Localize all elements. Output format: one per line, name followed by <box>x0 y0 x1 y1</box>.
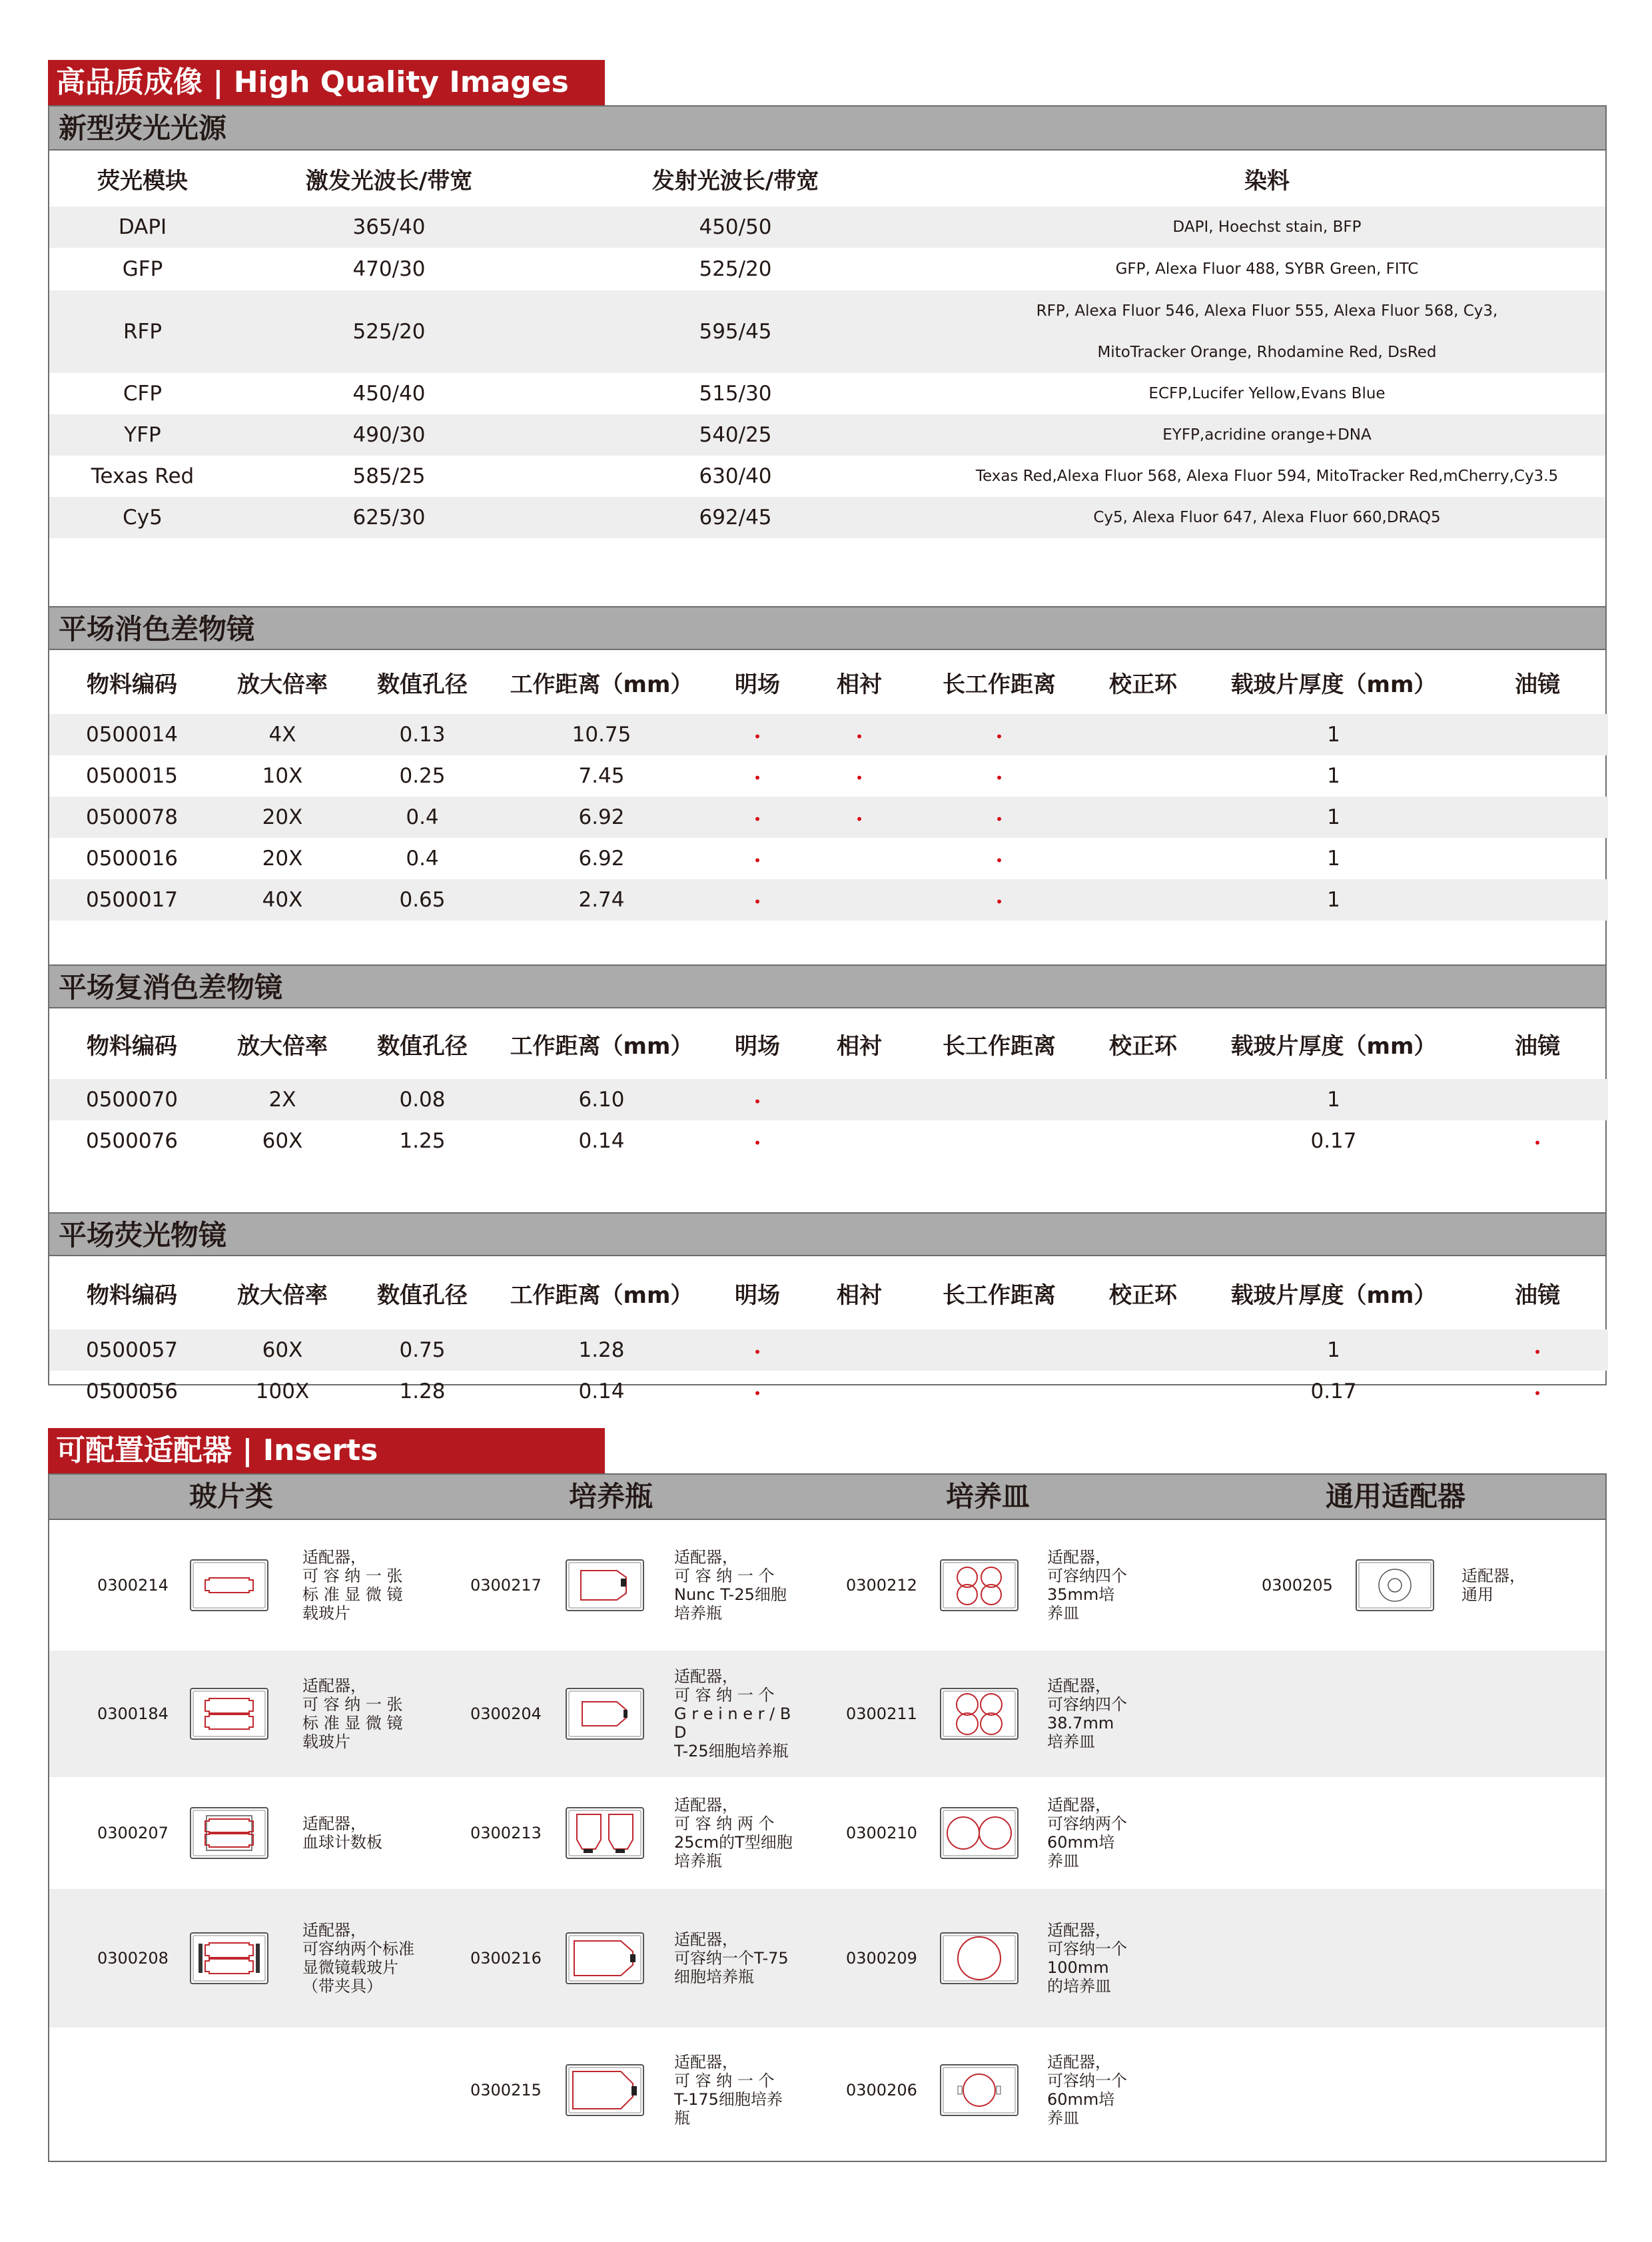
obj-working-distance-cell: 0.14 <box>578 1129 625 1153</box>
obj-working-distance-cell: 6.92 <box>578 847 625 871</box>
obj-working-distance-cell: 2.74 <box>494 879 709 921</box>
obj-na-cell: 0.08 <box>350 1079 494 1120</box>
insert-description: 适配器， 可容纳两个标准 显微镜载玻片 （带夹具） <box>302 1921 414 1996</box>
fluor-header-module: 荧光模块 <box>97 167 188 194</box>
obj-brightfield-cell <box>709 1329 806 1371</box>
insert-item <box>805 1651 1178 1777</box>
objective-row <box>49 755 1608 797</box>
flask-2x25-icon <box>565 1806 645 1860</box>
fluor-excitation-cell: 450/40 <box>352 382 426 406</box>
obj-phase-cell <box>806 1371 913 1412</box>
obj-magnification-cell: 10X <box>262 764 303 788</box>
obj-header-brightfield: 明场 <box>735 1032 780 1060</box>
fluor-excitation-cell: 365/40 <box>236 206 542 248</box>
plan-fluor-section-title: 平场荧光物镜 <box>49 1212 1605 1256</box>
obj-magnification-cell: 40X <box>214 879 350 921</box>
insert-row <box>49 2028 1605 2153</box>
obj-header-long-wd: 长工作距离 <box>943 1282 1056 1309</box>
obj-magnification-cell: 100X <box>255 1379 310 1403</box>
obj-code-cell: 0500056 <box>85 1379 179 1403</box>
obj-oil-cell <box>1467 714 1608 755</box>
obj-correction-collar-cell <box>1086 1079 1200 1120</box>
fluor-dye-line: RFP, Alexa Fluor 546, Alexa Fluor 555, Alexa Fluor 568, Cy3, <box>1036 302 1498 320</box>
fluor-header-excitation: 激发光波长/带宽 <box>305 167 473 194</box>
check-dot-icon: • <box>753 770 761 786</box>
obj-brightfield-cell <box>709 714 806 755</box>
obj-na-cell: 1.28 <box>399 1379 446 1403</box>
obj-header-magnification: 放大倍率 <box>237 1282 328 1309</box>
obj-magnification-cell: 20X <box>262 847 303 871</box>
obj-header-magnification: 放大倍率 <box>237 671 328 698</box>
obj-slide-thickness-cell: 0.17 <box>1310 1129 1357 1153</box>
obj-working-distance-cell: 6.10 <box>494 1079 709 1120</box>
fluor-row <box>49 414 1605 456</box>
dish-60-icon <box>939 2063 1019 2117</box>
fluor-excitation-cell: 585/25 <box>352 464 426 488</box>
insert-code: 0300214 <box>97 1576 169 1595</box>
obj-working-distance-cell: 6.92 <box>494 797 709 838</box>
insert-code: 0300208 <box>97 1949 169 1968</box>
check-dot-icon: • <box>995 729 1003 745</box>
obj-slide-thickness-cell: 1 <box>1327 847 1340 871</box>
category-universal: 通用适配器 <box>1326 1480 1466 1513</box>
fluor-emission-cell: 450/50 <box>542 206 929 248</box>
fluor-dye-cell: Cy5, Alexa Fluor 647, Alexa Fluor 660,DRAQ5 <box>929 497 1605 538</box>
obj-oil-cell <box>1467 1079 1608 1120</box>
obj-long-wd-cell <box>913 1120 1086 1162</box>
obj-na-cell: 1.25 <box>399 1129 446 1153</box>
fluor-emission-cell: 630/40 <box>699 464 772 488</box>
obj-header-brightfield: 明场 <box>735 671 780 698</box>
obj-code-cell: 0500017 <box>49 879 214 921</box>
check-dot-icon: • <box>753 1344 761 1360</box>
obj-brightfield-cell <box>709 1120 806 1162</box>
obj-slide-thickness-cell: 1 <box>1200 1329 1467 1371</box>
insert-description: 适配器， 可 容 纳 一 个 G r e i n e r / B D T-25细胞培养瓶 <box>674 1667 791 1760</box>
objective-row <box>49 879 1608 921</box>
universal-icon <box>1355 1559 1435 1612</box>
obj-na-cell: 0.25 <box>399 764 446 788</box>
check-dot-icon: • <box>753 1135 761 1151</box>
obj-magnification-cell: 60X <box>262 1129 303 1153</box>
fluor-excitation-cell: 470/30 <box>352 257 426 281</box>
obj-oil-cell <box>1467 1120 1608 1162</box>
obj-phase-cell <box>806 797 913 838</box>
obj-header-long-wd: 长工作距离 <box>943 1032 1056 1060</box>
obj-working-distance-cell: 0.14 <box>578 1379 625 1403</box>
fluor-emission-cell: 515/30 <box>699 382 772 406</box>
check-dot-icon: • <box>855 729 863 745</box>
fluor-emission-cell: 525/20 <box>699 257 772 281</box>
insert-description: 适配器， 可容纳一个100mm 的培养皿 <box>1047 1921 1127 1996</box>
obj-header-phase: 相衬 <box>837 1032 882 1060</box>
insert-code: 0300205 <box>1262 1576 1333 1595</box>
obj-header-na: 数值孔径 <box>377 671 468 698</box>
obj-long-wd-cell <box>913 797 1086 838</box>
obj-header-oil: 油镜 <box>1515 1032 1560 1060</box>
flask-t75-icon <box>565 1932 645 1985</box>
fluor-dye-cell: EYFP,acridine orange+DNA <box>929 414 1605 456</box>
check-dot-icon: • <box>753 1094 761 1110</box>
category-dishes: 培养皿 <box>946 1480 1031 1513</box>
section-title-high-quality-images: 高品质成像 | High Quality Images <box>48 60 605 105</box>
obj-correction-collar-cell <box>1086 838 1200 879</box>
obj-na-cell: 0.75 <box>350 1329 494 1371</box>
insert-code: 0300211 <box>846 1704 917 1723</box>
obj-header-phase: 相衬 <box>837 671 882 698</box>
fluor-dye-cell: Texas Red,Alexa Fluor 568, Alexa Fluor 594, MitoTracker Red,mCherry,Cy3.5 <box>975 468 1559 485</box>
category-slides: 玻片类 <box>189 1480 274 1513</box>
check-dot-icon: • <box>1533 1385 1541 1401</box>
check-dot-icon: • <box>995 894 1003 910</box>
objectives-box <box>48 105 1607 1403</box>
insert-item <box>428 1777 801 1889</box>
insert-item <box>428 2028 801 2153</box>
obj-phase-cell <box>806 755 913 797</box>
obj-code-cell: 0500015 <box>85 764 179 788</box>
obj-header-na: 数值孔径 <box>377 1282 468 1309</box>
fluor-module-cell: CFP <box>123 382 163 406</box>
slide-2-icon <box>189 1687 269 1740</box>
obj-magnification-cell: 4X <box>214 714 350 755</box>
plan-achro-section-title: 平场消色差物镜 <box>49 606 1605 650</box>
obj-long-wd-cell <box>913 1329 1086 1371</box>
insert-code: 0300209 <box>846 1949 917 1968</box>
fluor-row <box>49 206 1605 248</box>
insert-item <box>805 1520 1178 1651</box>
obj-long-wd-cell <box>913 755 1086 797</box>
insert-row <box>49 1889 1605 2028</box>
insert-code: 0300216 <box>470 1949 542 1968</box>
obj-slide-thickness-cell: 1 <box>1200 714 1467 755</box>
obj-header-code: 物料编码 <box>87 1282 177 1309</box>
obj-oil-cell <box>1467 1371 1608 1412</box>
obj-code-cell: 0500070 <box>49 1079 214 1120</box>
obj-brightfield-cell <box>709 797 806 838</box>
obj-header-correction-collar: 校正环 <box>1109 1282 1177 1309</box>
fluor-emission-cell: 595/45 <box>542 290 929 373</box>
objective-row <box>49 1329 1608 1371</box>
obj-long-wd-cell <box>913 1371 1086 1412</box>
fluor-dye-cell: DAPI, Hoechst stain, BFP <box>929 206 1605 248</box>
check-dot-icon: • <box>995 853 1003 869</box>
fluor-module-cell: RFP <box>49 290 236 373</box>
check-dot-icon: • <box>1533 1344 1541 1360</box>
check-dot-icon: • <box>753 853 761 869</box>
fluor-table <box>49 151 1605 570</box>
obj-correction-collar-cell <box>1086 1329 1200 1371</box>
obj-oil-cell <box>1467 1329 1608 1371</box>
obj-header-magnification: 放大倍率 <box>237 1032 328 1060</box>
insert-code: 0300207 <box>97 1824 169 1842</box>
insert-item <box>1222 1520 1595 1651</box>
obj-phase-cell <box>806 714 913 755</box>
obj-slide-thickness-cell: 1 <box>1200 1079 1467 1120</box>
objective-row <box>49 1371 1608 1412</box>
obj-header-correction-collar: 校正环 <box>1109 1032 1177 1060</box>
obj-phase-cell <box>806 1079 913 1120</box>
obj-brightfield-cell <box>709 1371 806 1412</box>
insert-item <box>805 1777 1178 1889</box>
flask-nunc-icon <box>565 1559 645 1612</box>
obj-correction-collar-cell <box>1086 755 1200 797</box>
hemocytometer-icon <box>189 1806 269 1860</box>
obj-working-distance-cell: 7.45 <box>578 764 625 788</box>
fluor-excitation-cell: 525/20 <box>236 290 542 373</box>
fluor-module-cell: Cy5 <box>49 497 236 538</box>
fluor-header-emission: 发射光波长/带宽 <box>651 167 819 194</box>
plan-apo-table <box>49 1008 1608 1212</box>
fluor-excitation-cell: 625/30 <box>236 497 542 538</box>
obj-working-distance-cell: 1.28 <box>494 1329 709 1371</box>
obj-correction-collar-cell <box>1086 714 1200 755</box>
insert-description: 适配器， 可容纳一个T-75 细胞培养瓶 <box>674 1930 789 1986</box>
fluor-row <box>49 373 1605 414</box>
obj-header-slide-thickness: 载玻片厚度（mm） <box>1230 671 1437 698</box>
obj-code-cell: 0500016 <box>85 847 179 871</box>
fluor-row <box>49 456 1605 497</box>
insert-code: 0300215 <box>470 2081 542 2099</box>
plan-apo-section-title: 平场复消色差物镜 <box>49 964 1605 1008</box>
obj-header-code: 物料编码 <box>87 671 177 698</box>
fluor-module-cell: Texas Red <box>91 464 195 488</box>
obj-long-wd-cell <box>913 1079 1086 1120</box>
obj-magnification-cell: 60X <box>214 1329 350 1371</box>
insert-code: 0300206 <box>846 2081 917 2099</box>
fluor-excitation-cell: 490/30 <box>236 414 542 456</box>
obj-oil-cell <box>1467 797 1608 838</box>
objective-row <box>49 797 1608 838</box>
insert-item <box>805 1889 1178 2028</box>
obj-oil-cell <box>1467 755 1608 797</box>
obj-working-distance-cell: 10.75 <box>494 714 709 755</box>
obj-header-slide-thickness: 载玻片厚度（mm） <box>1230 1282 1437 1309</box>
insert-row <box>49 1777 1605 1889</box>
insert-item <box>428 1889 801 2028</box>
insert-description: 适配器， 可 容 纳 两 个 25cm的T型细胞 培养瓶 <box>674 1796 793 1870</box>
obj-slide-thickness-cell: 1 <box>1200 797 1467 838</box>
obj-magnification-cell: 2X <box>214 1079 350 1120</box>
check-dot-icon: • <box>995 770 1003 786</box>
obj-header-na: 数值孔径 <box>377 1032 468 1060</box>
check-dot-icon: • <box>1533 1135 1541 1151</box>
check-dot-icon: • <box>753 1385 761 1401</box>
obj-slide-thickness-cell: 0.17 <box>1310 1379 1357 1403</box>
fluor-module-cell: DAPI <box>49 206 236 248</box>
insert-code: 0300213 <box>470 1824 542 1842</box>
insert-code: 0300210 <box>846 1824 917 1842</box>
fluor-dye-line: MitoTracker Orange, Rhodamine Red, DsRed <box>1097 344 1437 361</box>
fluor-emission-cell: 540/25 <box>542 414 929 456</box>
obj-header-long-wd: 长工作距离 <box>943 671 1056 698</box>
obj-header-phase: 相衬 <box>837 1282 882 1309</box>
insert-code: 0300204 <box>470 1704 542 1723</box>
insert-description: 适配器， 通用 <box>1461 1567 1525 1604</box>
obj-na-cell: 0.4 <box>406 847 439 871</box>
fluor-emission-cell: 692/45 <box>542 497 929 538</box>
insert-item <box>428 1651 801 1777</box>
fluor-row <box>49 290 1605 373</box>
insert-description: 适配器， 可 容 纳 一 张 标 准 显 微 镜 载玻片 <box>302 1548 403 1623</box>
insert-item <box>428 1520 801 1651</box>
insert-description: 适配器， 血球计数板 <box>302 1814 382 1852</box>
fluor-dye-cell: GFP, Alexa Fluor 488, SYBR Green, FITC <box>1115 260 1419 278</box>
obj-phase-cell <box>806 879 913 921</box>
insert-description: 适配器， 可容纳两个60mm培 养皿 <box>1047 1796 1127 1870</box>
check-dot-icon: • <box>855 811 863 827</box>
obj-oil-cell <box>1467 838 1608 879</box>
insert-code: 0300217 <box>470 1576 542 1595</box>
obj-code-cell: 0500076 <box>85 1129 179 1153</box>
insert-code: 0300212 <box>846 1576 917 1595</box>
obj-code-cell: 0500078 <box>49 797 214 838</box>
obj-correction-collar-cell <box>1086 1120 1200 1162</box>
obj-brightfield-cell <box>709 1079 806 1120</box>
objective-row <box>49 1120 1608 1162</box>
dish-2x60-icon <box>939 1806 1019 1860</box>
slide-2-clip-icon <box>189 1932 269 1985</box>
category-flasks: 培养瓶 <box>569 1480 653 1513</box>
section-title-inserts: 可配置适配器 | Inserts <box>48 1428 605 1473</box>
obj-na-cell: 0.4 <box>350 797 494 838</box>
obj-header-correction-collar: 校正环 <box>1109 671 1177 698</box>
obj-correction-collar-cell <box>1086 1371 1200 1412</box>
obj-long-wd-cell <box>913 714 1086 755</box>
check-dot-icon: • <box>753 729 761 745</box>
inserts-box <box>48 1473 1607 2162</box>
obj-slide-thickness-cell: 1 <box>1200 879 1467 921</box>
obj-long-wd-cell <box>913 838 1086 879</box>
obj-phase-cell <box>806 1120 913 1162</box>
obj-header-working-distance: 工作距离（mm） <box>510 1282 693 1309</box>
objective-row <box>49 1079 1608 1120</box>
insert-row <box>49 1651 1605 1777</box>
flask-greiner-icon <box>565 1687 645 1740</box>
objective-row <box>49 838 1608 879</box>
fluor-module-cell: YFP <box>49 414 236 456</box>
obj-header-oil: 油镜 <box>1515 1282 1560 1309</box>
obj-slide-thickness-cell: 1 <box>1327 764 1340 788</box>
check-dot-icon: • <box>753 894 761 910</box>
dish-4x35-icon <box>939 1559 1019 1612</box>
objective-row <box>49 714 1608 755</box>
obj-header-working-distance: 工作距离（mm） <box>510 1032 693 1060</box>
insert-row <box>49 1520 1605 1651</box>
obj-na-cell: 0.65 <box>350 879 494 921</box>
insert-item <box>49 1777 422 1889</box>
plan-achro-table <box>49 650 1608 964</box>
insert-description: 适配器， 可容纳四个35mm培 养皿 <box>1047 1548 1127 1623</box>
dish-100-icon <box>939 1932 1019 1985</box>
obj-correction-collar-cell <box>1086 879 1200 921</box>
fluor-module-cell: GFP <box>122 257 163 281</box>
flask-t175-icon <box>565 2063 645 2117</box>
obj-long-wd-cell <box>913 879 1086 921</box>
obj-phase-cell <box>806 1329 913 1371</box>
obj-brightfield-cell <box>709 755 806 797</box>
check-dot-icon: • <box>753 811 761 827</box>
obj-code-cell: 0500057 <box>49 1329 214 1371</box>
obj-header-brightfield: 明场 <box>735 1282 780 1309</box>
fluor-dye-cell <box>929 290 1605 373</box>
check-dot-icon: • <box>855 770 863 786</box>
obj-brightfield-cell <box>709 879 806 921</box>
insert-description: 适配器， 可 容 纳 一 个 Nunc T-25细胞 培养瓶 <box>674 1548 787 1623</box>
inserts-header <box>49 1475 1605 1520</box>
fluor-row <box>49 248 1605 290</box>
insert-item <box>49 1651 422 1777</box>
insert-description: 适配器， 可容纳四个38.7mm 培养皿 <box>1047 1677 1127 1751</box>
insert-code: 0300184 <box>97 1704 169 1723</box>
obj-correction-collar-cell <box>1086 797 1200 838</box>
insert-item <box>805 2028 1178 2153</box>
fluor-dye-cell: ECFP,Lucifer Yellow,Evans Blue <box>1148 385 1386 402</box>
obj-code-cell: 0500014 <box>49 714 214 755</box>
obj-header-code: 物料编码 <box>87 1032 177 1060</box>
insert-description: 适配器， 可容纳一个60mm培 养皿 <box>1047 2053 1127 2127</box>
fluor-section-title: 新型荧光光源 <box>49 107 1605 151</box>
fluor-row <box>49 497 1605 538</box>
slide-1-icon <box>189 1559 269 1612</box>
insert-description: 适配器， 可 容 纳 一 张 标 准 显 微 镜 载玻片 <box>302 1677 403 1751</box>
check-dot-icon: • <box>995 811 1003 827</box>
obj-header-oil: 油镜 <box>1515 671 1560 698</box>
obj-oil-cell <box>1467 879 1608 921</box>
plan-fluor-table <box>49 1256 1608 1452</box>
obj-na-cell: 0.13 <box>350 714 494 755</box>
insert-item <box>49 1520 422 1651</box>
obj-header-working-distance: 工作距离（mm） <box>510 671 693 698</box>
insert-description: 适配器， 可 容 纳 一 个 T-175细胞培养 瓶 <box>674 2053 783 2127</box>
obj-brightfield-cell <box>709 838 806 879</box>
insert-item <box>49 1889 422 2028</box>
obj-header-slide-thickness: 载玻片厚度（mm） <box>1230 1032 1437 1060</box>
obj-phase-cell <box>806 838 913 879</box>
fluor-header-dye: 染料 <box>1244 167 1290 194</box>
obj-magnification-cell: 20X <box>214 797 350 838</box>
dish-4x38-icon <box>939 1687 1019 1740</box>
